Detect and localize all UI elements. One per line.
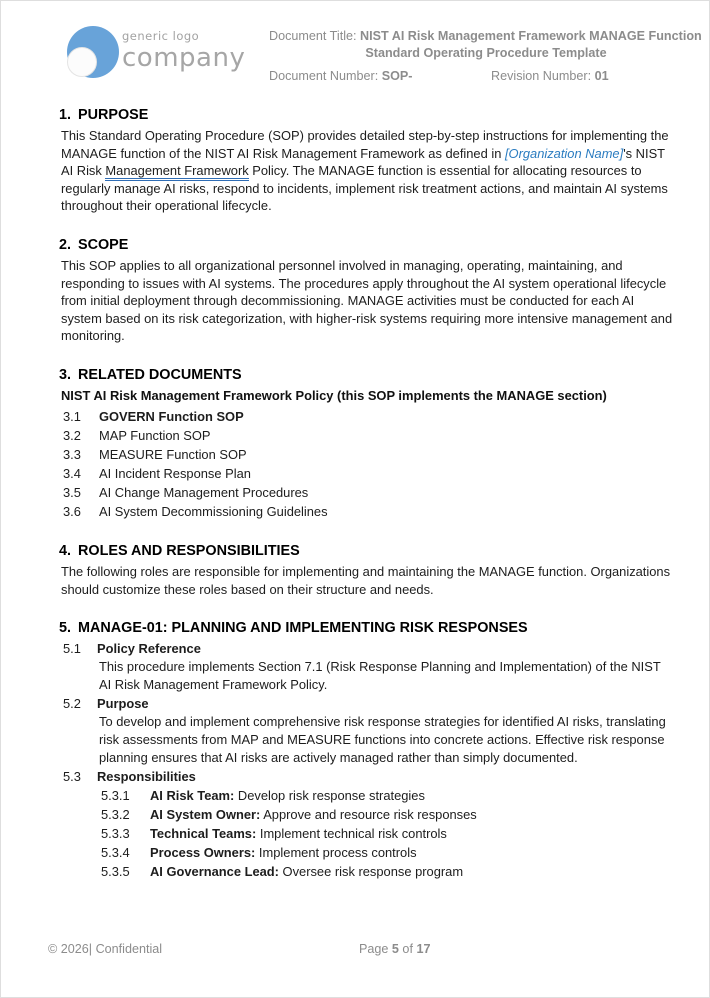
section-heading-manage01	[59, 619, 669, 637]
document-title-label: Document Title:	[269, 29, 357, 43]
total-page-number: 17	[416, 942, 431, 956]
subsection-purpose	[63, 695, 669, 713]
item-label: GOVERN Function SOP	[99, 408, 244, 424]
responsibility-item	[101, 805, 669, 824]
document-number-value: SOP-	[381, 69, 413, 83]
role-description: Implement process controls	[258, 845, 417, 860]
related-document-item	[63, 407, 669, 426]
purpose-run1: This Standard Operating Procedure (SOP) provides detailed step-by-step instructions for implementing the MANAGE function of the NIST AI Risk Management Framework as defined in	[61, 128, 669, 161]
item-number: 3.6	[63, 503, 81, 519]
subsection-policy-reference	[63, 640, 669, 658]
role-name: Technical Teams:	[150, 826, 257, 841]
related-document-item	[63, 426, 669, 445]
related-documents-intro: NIST AI Risk Management Framework Policy (this SOP implements the MANAGE section)	[61, 387, 607, 403]
revision-number-cell	[491, 68, 609, 85]
section-number: 1.	[59, 107, 72, 123]
item-text	[150, 843, 417, 862]
roles-paragraph: The following roles are responsible for implementing and maintaining the MANAGE function. Organizations should customize these roles based on their structure and needs.	[61, 563, 671, 597]
subsection-label: Policy Reference	[97, 641, 201, 657]
role-description: Develop risk response strategies	[237, 788, 425, 803]
document-info-block	[269, 25, 703, 85]
item-number: 3.4	[63, 465, 81, 481]
document-title-value-line1: NIST AI Risk Management Framework MANAGE Function	[360, 29, 702, 43]
logo-company-name: company	[122, 42, 246, 73]
purpose-run5: Policy. The MANAGE function is essential for allocating resources to regularly manage AI risks, respond to incidents, implement risk treatment actions, and maintain AI systems throughout their operational lifecycle.	[61, 163, 668, 214]
responsibility-item	[101, 786, 669, 805]
section-number: 3.	[59, 366, 72, 383]
role-name: AI System Owner:	[150, 807, 261, 822]
document-meta-row	[269, 68, 703, 85]
role-name: AI Risk Team:	[150, 788, 235, 803]
item-number: 3.2	[63, 427, 81, 443]
item-text	[150, 824, 447, 843]
section-title: SCOPE	[78, 236, 129, 253]
subsection-responsibilities	[63, 768, 669, 786]
item-number: 3.5	[63, 484, 81, 500]
item-number: 3.3	[63, 446, 81, 462]
section-number: 5.	[59, 620, 72, 637]
item-number: 5.3.1	[101, 788, 130, 803]
related-document-item	[63, 502, 669, 521]
role-name: AI Governance Lead:	[150, 864, 279, 879]
section-heading-related-documents	[59, 366, 669, 384]
revision-number-value: 01	[594, 69, 609, 83]
item-label: MEASURE Function SOP	[99, 446, 247, 462]
item-label: AI Incident Response Plan	[99, 465, 251, 481]
purpose-sub-body: To develop and implement comprehensive risk response strategies for identified AI risks, translating risk assessments from MAP and MEASURE functions into concrete actions. Effective risk response planning ensures that AI risks are actively managed rather than simply documented.	[99, 714, 666, 765]
responsibility-item	[101, 824, 669, 843]
subsection-label: Responsibilities	[97, 768, 196, 784]
current-page-number: 5	[391, 942, 399, 956]
responsibility-item	[101, 862, 669, 881]
document-title-line1	[269, 28, 703, 45]
item-number: 3.1	[63, 408, 81, 424]
item-number: 5.3.5	[101, 864, 130, 879]
item-number: 5.3.4	[101, 845, 130, 860]
company-logo	[65, 25, 269, 85]
related-document-item	[63, 445, 669, 464]
role-name: Process Owners:	[150, 845, 256, 860]
revision-number-label: Revision Number:	[491, 69, 592, 83]
subsection-number: 5.3	[63, 768, 81, 784]
management-framework-underlined-text: Management Framework	[105, 163, 248, 181]
item-number: 5.3.3	[101, 826, 130, 841]
copyright-text: © 2026| Confidential	[48, 942, 163, 956]
item-label: AI Change Management Procedures	[99, 484, 309, 500]
document-number-label: Document Number:	[269, 69, 379, 83]
page-footer	[1, 942, 709, 966]
logo-circles-icon	[65, 25, 121, 81]
section-number: 4.	[59, 542, 72, 559]
role-description: Implement technical risk controls	[259, 826, 447, 841]
page-word: Page	[359, 942, 392, 956]
item-text	[150, 862, 463, 881]
subsection-number: 5.2	[63, 696, 81, 712]
related-document-item	[63, 464, 669, 483]
role-description: Oversee risk response program	[282, 864, 464, 879]
section-title: MANAGE-01: PLANNING AND IMPLEMENTING RISK RESPONSES	[78, 620, 528, 637]
section-title: ROLES AND RESPONSIBILITIES	[78, 542, 300, 559]
section-heading-purpose	[59, 106, 669, 124]
document-title-line2: Standard Operating Procedure Template	[365, 46, 607, 60]
of-word: of	[398, 942, 417, 956]
page-header	[1, 1, 709, 85]
item-number: 5.3.2	[101, 807, 130, 822]
logo-text	[122, 31, 245, 71]
section-number: 2.	[59, 236, 72, 253]
role-description: Approve and resource risk responses	[263, 807, 477, 822]
item-text	[150, 805, 477, 824]
section-title: PURPOSE	[78, 107, 149, 123]
section-heading-roles	[59, 542, 669, 560]
organization-name-placeholder: [Organization Name]	[504, 145, 624, 161]
page-number-indicator	[359, 942, 430, 956]
item-label: AI System Decommissioning Guidelines	[99, 503, 328, 519]
subsection-label: Purpose	[97, 696, 149, 712]
subsection-number: 5.1	[63, 641, 81, 657]
purpose-run3: 's NIST AI Risk	[61, 145, 665, 179]
document-number-cell	[269, 68, 491, 85]
responsibility-item	[101, 843, 669, 862]
policy-reference-body: This procedure implements Section 7.1 (Risk Response Planning and Implementation) of the NIST AI Risk Management Framework Policy.	[99, 659, 661, 693]
item-label: MAP Function SOP	[99, 427, 211, 443]
document-body	[1, 106, 709, 881]
purpose-paragraph	[61, 127, 673, 215]
item-text	[150, 786, 425, 805]
logo-tagline: generic logo	[122, 29, 200, 43]
scope-paragraph: This SOP applies to all organizational personnel involved in managing, operating, maintaining, and responding to issues with AI systems. The procedures apply throughout the AI system operational lifecycle from initial deployment through decommissioning. MANAGE activities must be conducted for each AI system based on its risk categorization, with higher-risk systems requiring more intensive management and monitoring.	[61, 257, 673, 344]
section-heading-scope	[59, 236, 669, 254]
related-document-item	[63, 483, 669, 502]
section-title: RELATED DOCUMENTS	[78, 366, 242, 383]
